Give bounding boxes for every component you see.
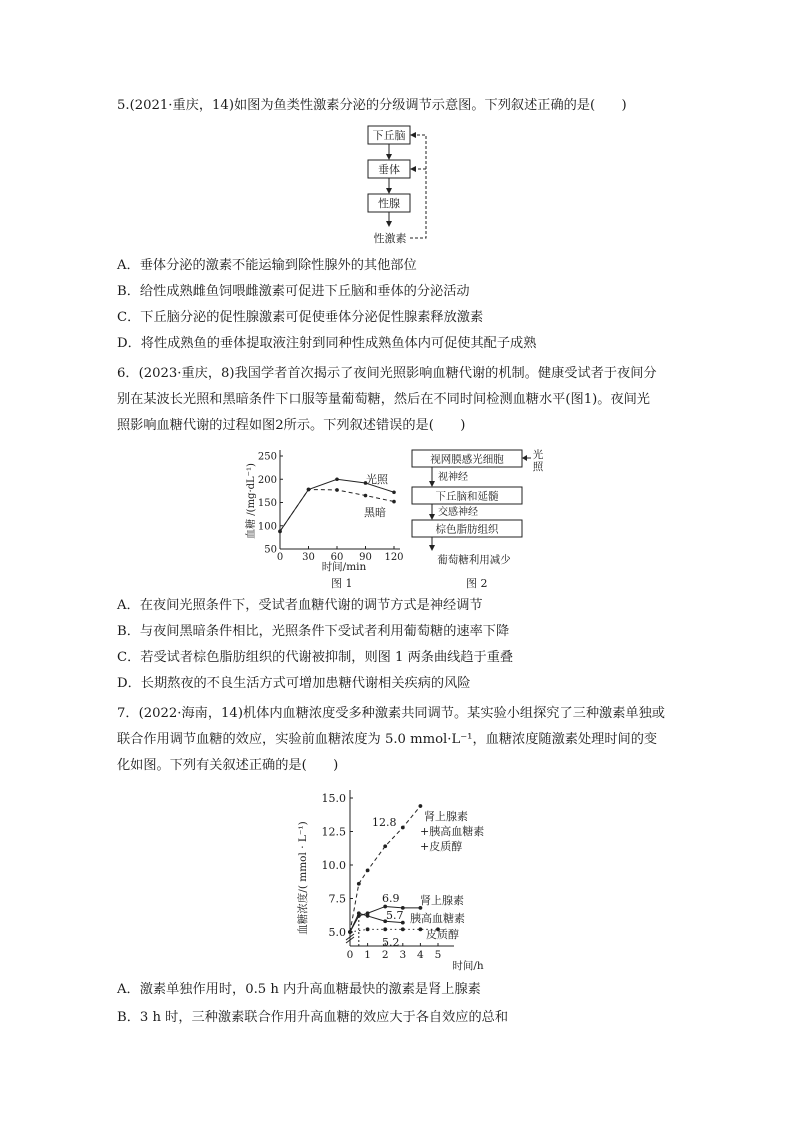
q6-fig1-data-point: [392, 500, 396, 504]
q6-fig1-y-axis-label: 血糖 /(mg·dL⁻¹): [246, 463, 257, 539]
q7-data-point: [419, 927, 423, 931]
q7-option-b: B．3 h 时，三种激素联合作用升高血糖的效应大于各自效应的总和: [117, 1010, 509, 1025]
q5-option-b: B．给性成熟雌鱼饲喂雌激素可促进下丘脑和垂体的分泌活动: [117, 284, 470, 299]
q7-annotation-12-8: 12.8: [372, 816, 397, 829]
q7-chart: [290, 786, 510, 976]
q6-fig1-x-axis-label: 时间/min: [321, 561, 367, 573]
q6-fig1-chart: [240, 446, 410, 578]
q6-fig1-legend-light: 光照: [366, 473, 388, 486]
q7-stem-line-2: 联合作用调节血糖的效应，实验前血糖浓度为 5.0 mmol·L⁻¹，血糖浓度随激素处理时间的变: [117, 732, 658, 747]
q6-fig2-diagram: [404, 446, 564, 571]
q7-data-point: [357, 911, 361, 915]
q6-fig1-x-tick-label: 30: [302, 552, 315, 563]
q7-legend-combined-1: 肾上腺素: [424, 810, 468, 823]
q6-fig2-light-label-bottom: 照: [532, 461, 544, 473]
q6-stem-line-1: 6．(2023·重庆，8)我国学者首次揭示了夜间光照影响血糖代谢的机制。健康受试者于夜间分: [117, 366, 657, 381]
q7-legend-combined-2: +胰高血糖素: [420, 825, 485, 838]
q6-fig2-arrow-sympathetic: 交感神经: [438, 507, 478, 518]
q7-data-point: [348, 930, 352, 934]
q6-stem-line-2: 别在某波长光照和黑暗条件下口服等量葡萄糖，然后在不同时间检测血糖水平(图1)。夜间光: [117, 392, 650, 407]
q6-fig1-y-tick-label: 150: [257, 498, 277, 509]
q7-x-tick-label: 3: [399, 949, 407, 961]
q7-data-point: [419, 804, 423, 808]
q7-y-tick-label: 15.0: [321, 792, 346, 805]
q6-option-d: D．长期熬夜的不良生活方式可增加患糖代谢相关疾病的风险: [117, 676, 471, 691]
q7-y-tick-label: 12.5: [321, 825, 346, 839]
q7-x-axis-label: 时间/h: [452, 960, 484, 972]
q6-fig1-legend-dark: 黑暗: [364, 506, 386, 519]
q6-fig1-data-point: [335, 488, 339, 492]
q6-fig1-x-tick-label: 0: [276, 552, 284, 563]
q7-x-tick-label: 5: [434, 949, 442, 961]
q6-fig2-arrow-optic-nerve: 视神经: [438, 472, 468, 483]
q6-fig2-outcome: 葡萄糖利用减少: [437, 554, 511, 566]
q6-fig1-y-tick-label: 100: [257, 521, 277, 533]
q6-fig2-box-hypothalamus: 下丘脑和延髓: [435, 490, 499, 503]
q6-fig2-caption: 图 2: [466, 577, 488, 590]
q6-option-c: C．若受试者棕色脂肪组织的代谢被抑制，则图 1 两条曲线趋于重叠: [117, 650, 514, 665]
q7-y-tick-label: 7.5: [328, 892, 346, 906]
q6-fig1-y-tick-label: 200: [257, 474, 277, 486]
q7-x-tick-label: 0: [346, 949, 354, 961]
q6-fig1-data-point: [364, 494, 368, 498]
q6-fig2-box-brown-fat: 棕色脂肪组织: [435, 523, 499, 536]
q6-stem-line-3: 照影响血糖代谢的过程如图2所示。下列叙述错误的是( ): [117, 418, 466, 433]
q5-option-a: A．垂体分泌的激素不能运输到除性腺外的其他部位: [117, 258, 417, 273]
q6-fig2-box-retina: 视网膜感光细胞: [430, 453, 504, 466]
q6-fig1-data-point: [307, 488, 311, 492]
q6-fig1-x-tick-label: 60: [330, 552, 344, 563]
q7-series-line-3: [350, 929, 438, 932]
q7-data-point: [357, 882, 361, 886]
q7-data-point: [383, 905, 387, 909]
q7-annotation-6-9: 6.9: [382, 892, 400, 905]
q5-option-c: C．下丘脑分泌的促性腺激素可促使垂体分泌促性腺素释放激素: [117, 310, 484, 325]
q7-x-tick-label: 4: [417, 949, 424, 961]
q7-data-point: [383, 927, 387, 931]
q7-legend-combined-3: +皮质醇: [420, 840, 463, 853]
q5-option-d: D．将性成熟鱼的垂体提取液注射到同种性成熟鱼体内可促使其配子成熟: [117, 336, 537, 351]
q5-stem: 5.(2021·重庆，14)如图为鱼类性激素分泌的分级调节示意图。下列叙述正确的是( ): [117, 98, 627, 113]
q6-fig1-caption: 图 1: [331, 577, 353, 590]
q7-stem-line-1: 7．(2022·海南，14)机体内血糖浓度受多种激素共同调节。某实验小组探究了三种激素单独或: [117, 706, 665, 721]
q6-fig1-x-tick-label: 120: [384, 552, 404, 563]
q7-stem-line-3: 化如图。下列有关叙述正确的是( ): [117, 758, 339, 773]
q7-legend-glucagon: 胰高血糖素: [410, 912, 465, 925]
q7-option-a: A．激素单独作用时，0.5 h 内升高血糖最快的激素是肾上腺素: [117, 982, 481, 997]
q6-fig1-data-point: [392, 490, 396, 494]
q7-data-point: [401, 826, 405, 830]
q6-fig1-y-tick-label: 50: [264, 544, 277, 556]
q7-data-point: [401, 927, 405, 931]
q5-box-hypothalamus: 下丘脑: [372, 129, 406, 142]
q7-y-tick-label: 5.0: [328, 926, 346, 939]
q7-legend-epinephrine: 肾上腺素: [420, 894, 464, 907]
q6-fig1-x-tick-label: 90: [359, 552, 372, 563]
q5-sex-hormone-label: 性激素: [373, 232, 407, 245]
q7-data-point: [366, 868, 370, 872]
q6-fig1-y-tick-label: 250: [257, 451, 277, 463]
q5-hormone-diagram: [360, 124, 440, 248]
q6-fig1-data-point: [278, 530, 282, 534]
q6-option-b: B．与夜间黑暗条件相比，光照条件下受试者利用葡萄糖的速率下降: [117, 624, 510, 639]
q5-box-gonad: 性腺: [378, 197, 400, 210]
q7-annotation-5-7: 5.7: [386, 909, 404, 922]
q7-x-tick-label: 2: [381, 949, 389, 961]
q7-annotation-5-2: 5.2: [382, 936, 400, 949]
q7-y-axis-label: 血糖浓度/( mmol · L⁻¹): [297, 821, 309, 935]
q7-x-tick-label: 1: [364, 949, 371, 961]
q6-option-a: A．在夜间光照条件下，受试者血糖代谢的调节方式是神经调节: [117, 598, 483, 613]
q7-data-point: [366, 914, 370, 918]
q7-y-tick-label: 10.0: [321, 859, 346, 872]
q6-fig2-light-label-top: 光: [532, 449, 544, 461]
q7-data-point: [383, 844, 387, 848]
q7-legend-cortisol: 皮质醇: [426, 928, 459, 941]
q7-data-point: [366, 927, 370, 931]
q5-box-pituitary: 垂体: [378, 163, 400, 176]
q6-fig1-data-point: [335, 477, 339, 481]
